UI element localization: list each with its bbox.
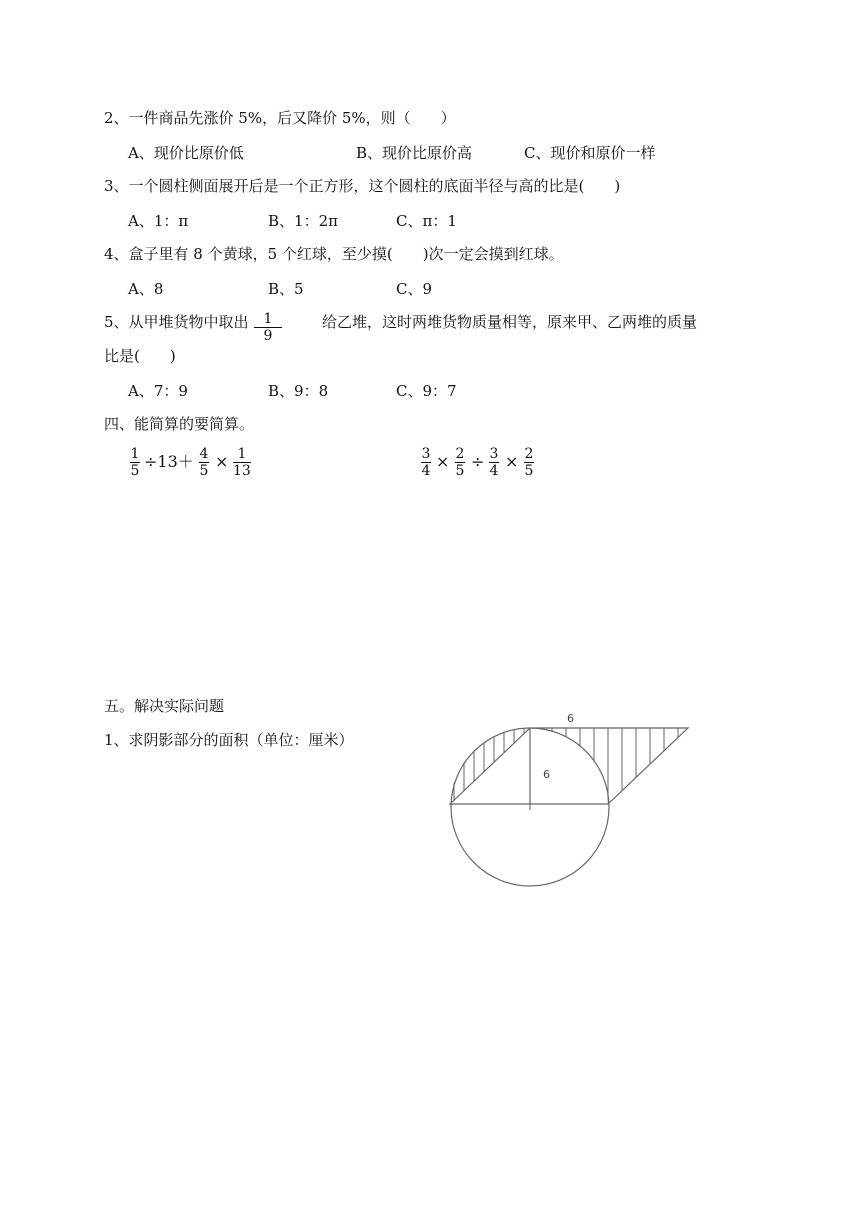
- q5-option-c: C、9：7: [396, 382, 457, 400]
- denominator: 5: [199, 463, 209, 479]
- q3-stem: 3、一个圆柱侧面展开后是一个正方形，这个圆柱的底面半径与高的比是( ): [104, 177, 621, 195]
- expr2-fraction-2: [455, 446, 465, 479]
- denominator: 4: [421, 463, 431, 479]
- top-length-label: 6: [567, 712, 574, 725]
- expr1-fraction-2: [199, 446, 209, 479]
- q2-option-a: A、现价比原价低: [128, 144, 244, 162]
- expr2-fraction-4: [524, 446, 534, 479]
- expr2-fraction-3: [489, 446, 499, 479]
- denominator: 5: [455, 463, 465, 479]
- numerator: 3: [489, 446, 499, 462]
- denominator: 5: [130, 463, 140, 479]
- expr2-operator-3: ×: [505, 452, 519, 471]
- numerator: 1: [130, 446, 140, 462]
- q3-option-a: A、1：π: [128, 212, 189, 230]
- q5-stem-line2: 比是( ): [104, 347, 176, 365]
- section5-q1: 1、求阴影部分的面积（单位：厘米）: [104, 731, 354, 749]
- q2-option-c: C、现价和原价一样: [524, 144, 656, 162]
- q4-stem: 4、盒子里有 8 个黄球，5 个红球，至少摸( )次一定会摸到红球。: [104, 245, 564, 263]
- q4-option-c: C、9: [396, 280, 433, 298]
- numerator: 3: [421, 446, 431, 462]
- expr2-operator-2: ÷: [471, 452, 485, 471]
- q4-option-a: A、8: [128, 280, 164, 298]
- denominator: 13: [233, 463, 251, 479]
- shaded-area-figure: [440, 710, 700, 890]
- q3-option-b: B、1：2π: [268, 212, 338, 230]
- expr2-fraction-1: [421, 446, 431, 479]
- q5-fraction: [254, 311, 282, 344]
- expr1-fraction-3: [233, 446, 251, 479]
- q3-option-c: C、π：1: [396, 212, 457, 230]
- expr1-operator-2: ×: [215, 452, 229, 471]
- q2-option-b: B、现价比原价高: [356, 144, 473, 162]
- denominator: 4: [489, 463, 499, 479]
- q5-fraction-numerator: 1: [263, 311, 273, 327]
- height-label: 6: [543, 768, 550, 781]
- q5-option-a: A、7：9: [128, 382, 188, 400]
- section4-heading: 四、能简算的要简算。: [104, 415, 255, 433]
- expr1-operator-1: ÷13＋: [144, 452, 194, 471]
- expr2-operator-1: ×: [436, 452, 450, 471]
- expr1-fraction-1: [130, 446, 140, 479]
- section5-heading: 五。解决实际问题: [104, 697, 225, 715]
- numerator: 2: [524, 446, 534, 462]
- q4-option-b: B、5: [268, 280, 304, 298]
- numerator: 4: [199, 446, 209, 462]
- q2-stem: 2、一件商品先涨价 5%，后又降价 5%，则（ ）: [104, 109, 456, 127]
- q5-stem-part1: 5、从甲堆货物中取出: [104, 313, 249, 331]
- q5-stem-part2: 给乙堆，这时两堆货物质量相等，原来甲、乙两堆的质量: [322, 313, 698, 331]
- hatching-right: [552, 710, 678, 810]
- hatching-left: [454, 710, 524, 810]
- parallelogram: [450, 728, 688, 804]
- numerator: 2: [455, 446, 465, 462]
- denominator: 5: [524, 463, 534, 479]
- q5-option-b: B、9：8: [268, 382, 329, 400]
- numerator: 1: [237, 446, 247, 462]
- q5-fraction-denominator: 9: [263, 328, 273, 344]
